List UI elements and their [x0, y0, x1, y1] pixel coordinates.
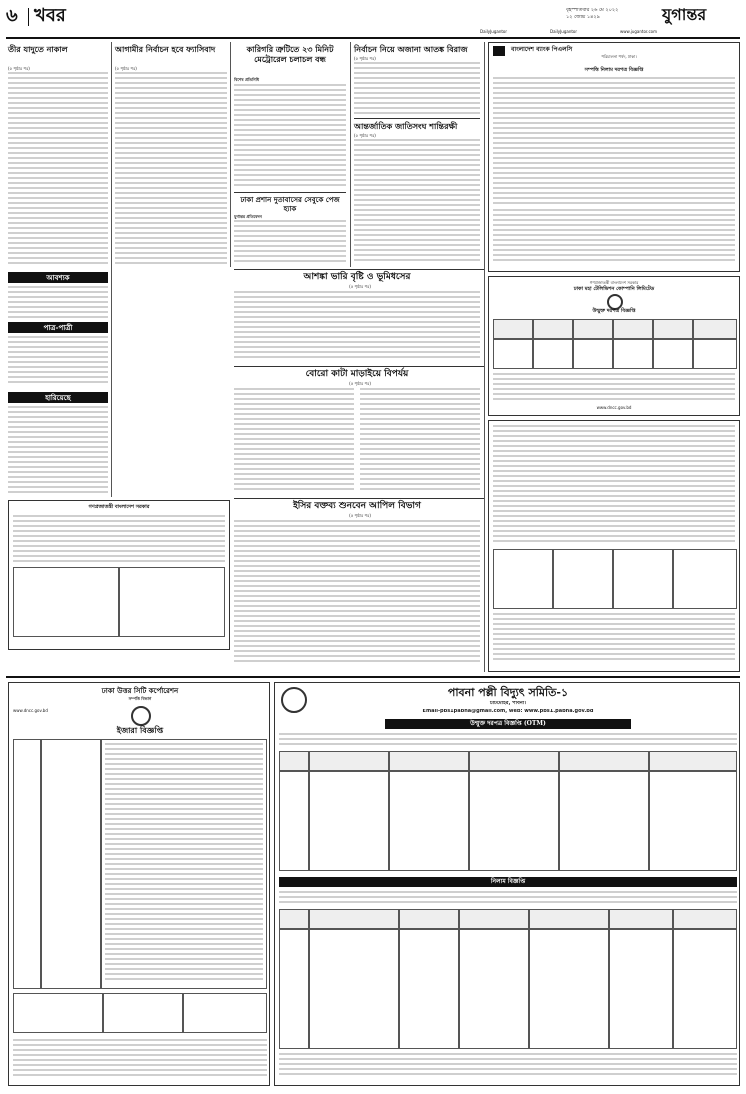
ad-notice-title: উন্মুক্ত দরপত্র বিজ্ঞপ্তি: [592, 308, 636, 314]
pbs-logo-icon: [281, 687, 307, 713]
article-headline: ঢাকা প্রশান দুতাবাসের সেবুকে পেজ হ্যাক: [240, 195, 340, 213]
ad-subtitle: পরিচালনা পর্ষদ, ঢাকা।: [601, 54, 637, 59]
article-headline: তীর যাদুতে নাকাল: [8, 44, 68, 54]
dncc-seal-icon: [131, 706, 151, 726]
ad-title: পাবনা পল্লী বিদ্যুৎ সমিতি-১: [447, 686, 569, 699]
classified-heading-2: পাত্র-পাত্রী: [8, 322, 108, 333]
ad-subtitle: চাটমোহর, পাবনা।: [490, 701, 526, 706]
date-line: বৃহস্পতিবার ২৬ মে ২০২২: [566, 8, 619, 13]
ad-title: বাংলাদেশ ব্যাংক পিএলসি: [511, 46, 573, 53]
social-handle-2: DailyJugantor: [550, 29, 578, 34]
ad-notice-title: ইজারা বিজ্ঞপ্তি: [116, 725, 164, 735]
article-headline: নির্বাচন নিয়ে অজানা আতঙ্ক বিরাজ: [354, 44, 468, 54]
dncc-lease-ad: [8, 682, 270, 1086]
section-title: খবর: [34, 5, 66, 26]
ad-title: ঢাকা উত্তর সিটি কর্পোরেশন: [101, 686, 179, 695]
bank-logo-icon: [493, 46, 505, 56]
ad-title: গণপ্রজাতন্ত্রী বাংলাদেশ সরকার: [88, 504, 150, 510]
page-number: ৬: [6, 5, 18, 26]
article-headline: আগামীর নির্বাচন হবে ফ্যাসিবাদ: [115, 44, 216, 54]
website-link[interactable]: www.jugantor.com: [620, 29, 657, 34]
ad-email[interactable]: Email-pbs1pabna@gmail.com, web: www.pbs1.pabna.gov.bd: [422, 709, 594, 714]
ad-subtitle: ঢাকা মহা টেলিভিশন কোম্পানি লিমিটেড: [573, 286, 655, 292]
masthead: [6, 6, 740, 28]
classified-heading-3: হারিয়েছে: [8, 392, 108, 403]
newspaper-logo: যুগান্তর: [662, 5, 707, 24]
article-headline: আশঙ্কা ভারি বৃষ্টি ও ভূমিধসের: [303, 272, 411, 282]
date-line-2: ১২ জ্যৈষ্ঠ ১৪২৯: [566, 15, 600, 20]
ad-title: গণপ্রজাতন্ত্রী বাংলাদেশ সরকার: [589, 280, 639, 285]
pabna-pbs-ad: [274, 682, 740, 1086]
ad-subtitle: সম্পত্তি বিভাগ: [128, 696, 152, 701]
social-handle: DailyJugantor: [480, 29, 508, 34]
social-bar: [480, 29, 740, 36]
tender-block: [488, 420, 740, 672]
ad-notice-title: সম্পত্তি নিলাম দরপত্র বিজ্ঞপ্তি: [584, 67, 644, 73]
bank-ad: [488, 42, 740, 272]
govt-tender-ad: [488, 276, 740, 416]
ad-website[interactable]: www.dncc.gov.bd: [13, 708, 48, 713]
ad-notice-title-2: নিলাম বিজ্ঞপ্তি: [279, 877, 737, 887]
article-headline: আন্তর্জাতিক জাতিসংঘ শান্তিরক্ষী: [354, 121, 458, 131]
article-headline: বোরো কাটা মাড়াইয়ে বিপর্যয়: [305, 369, 409, 379]
classified-heading: আবশ্যক: [8, 272, 108, 283]
govt-notice-ad: [8, 500, 230, 650]
ad-website[interactable]: www.dncc.gov.bd: [596, 405, 632, 410]
article-headline: ইসির বক্তব্য শুনবেন আপিল বিভাগ: [293, 501, 421, 511]
article-headline: কারিগরি ত্রুটিতে ২৩ মিনিট মেট্রোরেল চলাচল বন্ধ: [246, 44, 334, 64]
ad-notice-title: উন্মুক্ত দরপত্র বিজ্ঞপ্তি (OTM): [385, 719, 631, 729]
